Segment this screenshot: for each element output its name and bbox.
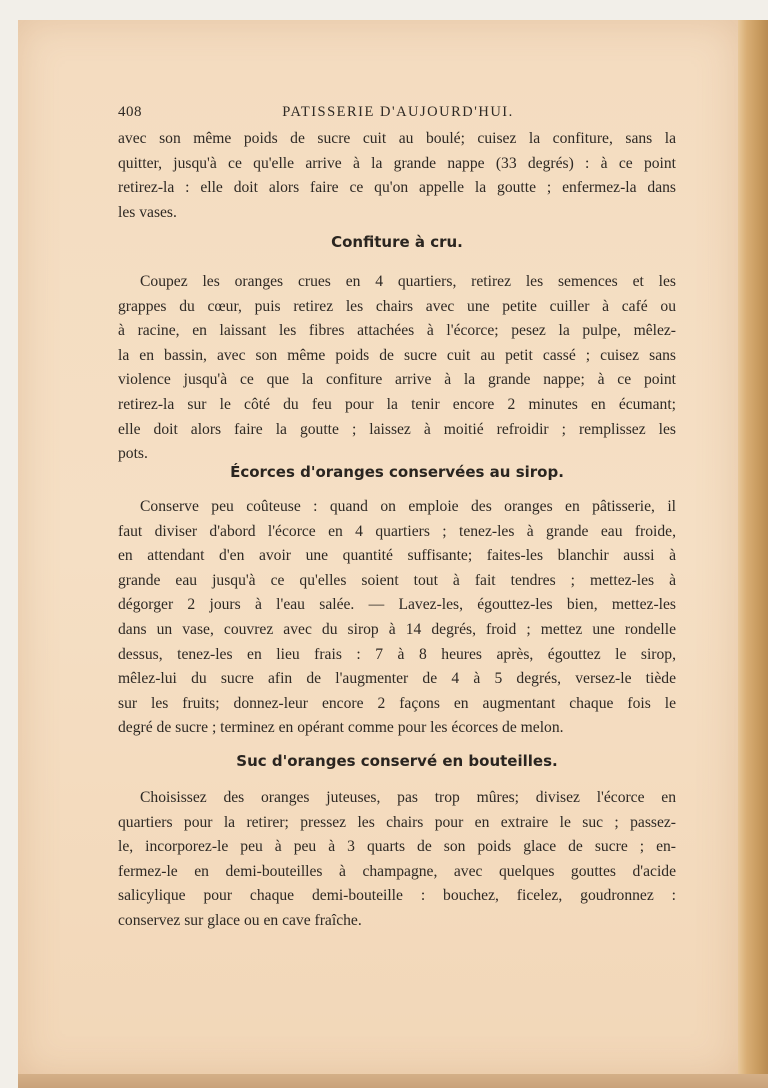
running-title: PATISSERIE D'AUJOURD'HUI. [282, 104, 514, 120]
text-line: elle doit alors faire la goutte ; laissez à moitié refroidir ; remplissez les [118, 420, 676, 438]
page-edge [738, 20, 768, 1078]
paragraph-confiture-a-cru [118, 270, 676, 467]
text-line: dégorger 2 jours à l'eau salée. — Lavez-les, égouttez-les bien, mettez-les [118, 596, 676, 614]
text-line: avec son même poids de sucre cuit au boulé; cuisez la confiture, sans la [118, 130, 676, 147]
text-line: conservez sur glace ou en cave fraîche. [118, 911, 362, 929]
text-line: Choisissez des oranges juteuses, pas trop mûres; divisez l'écorce en [140, 789, 676, 806]
paragraph-ecorces-oranges [118, 495, 676, 741]
text-line: le, incorporez-le peu à peu à 3 quarts de son poids glace de sucre ; en- [118, 838, 676, 856]
section-heading-ecorces-oranges: Écorces d'oranges conservées au sirop. [230, 463, 564, 481]
text-line: sur les fruits; donnez-leur encore 2 façons en augmentant chaque fois le [118, 694, 676, 712]
text-line: pots. [118, 445, 148, 463]
text-line: dessus, tenez-les en lieu frais : 7 à 8 heures après, égouttez le sirop, [118, 645, 676, 663]
text-line: violence jusqu'à ce que la confiture arrive à la grande nappe; à ce point [118, 371, 676, 389]
page-bottom-edge [18, 1074, 768, 1088]
page-number: 408 [118, 104, 142, 120]
text-line: quartiers pour la retirer; pressez les chairs pour en extraire le suc ; passez- [118, 813, 676, 831]
text-line: la en bassin, avec son même poids de sucre cuit au petit cassé ; cuisez sans [118, 346, 676, 364]
text-line: Conserve peu coûteuse : quand on emploie des oranges en pâtisserie, il [140, 498, 676, 515]
text-line: dans un vase, couvrez avec du sirop à 14 degrés, froid ; mettez une rondelle [118, 620, 676, 638]
section-heading-suc-oranges: Suc d'oranges conservé en bouteilles. [236, 752, 558, 770]
section-heading-confiture-a-cru: Confiture à cru. [331, 233, 463, 251]
text-line: quitter, jusqu'à ce qu'elle arrive à la grande nappe (33 degrés) : à ce point [118, 154, 676, 172]
text-line: à racine, en laissant les fibres attachées à l'écorce; pesez la pulpe, mêlez- [118, 322, 676, 340]
text-line: degré de sucre ; terminez en opérant comme pour les écorces de melon. [118, 719, 564, 737]
text-line: faut diviser d'abord l'écorce en 4 quartiers ; tenez-les à grande eau froide, [118, 522, 676, 540]
paragraph-suc-oranges [118, 786, 676, 934]
text-line: grappes du cœur, puis retirez les chairs avec une petite cuiller à café ou [118, 297, 676, 315]
text-line: Coupez les oranges crues en 4 quartiers, retirez les semences et les [140, 273, 676, 290]
running-head [118, 104, 678, 126]
text-line: mêlez-lui du sucre afin de l'augmenter de 4 à 5 degrés, versez-le tiède [118, 670, 676, 688]
text-line: fermez-le en demi-bouteilles à champagne, avec quelques gouttes d'acide [118, 862, 676, 880]
text-line: les vases. [118, 203, 177, 221]
text-line: grande eau jusqu'à ce qu'elles soient tout à fait tendres ; mettez-les à [118, 571, 676, 589]
text-line: salicylique pour chaque demi-bouteille : bouchez, ficelez, goudronnez : [118, 887, 676, 905]
text-line: en attendant d'en avoir une quantité suffisante; faites-les blanchir aussi à [118, 547, 676, 565]
intro-paragraph [118, 127, 676, 225]
text-line: retirez-la : elle doit alors faire ce qu'on appelle la goutte ; enfermez-la dans [118, 179, 676, 197]
text-line: retirez-la sur le côté du feu pour la tenir encore 2 minutes en écumant; [118, 395, 676, 413]
